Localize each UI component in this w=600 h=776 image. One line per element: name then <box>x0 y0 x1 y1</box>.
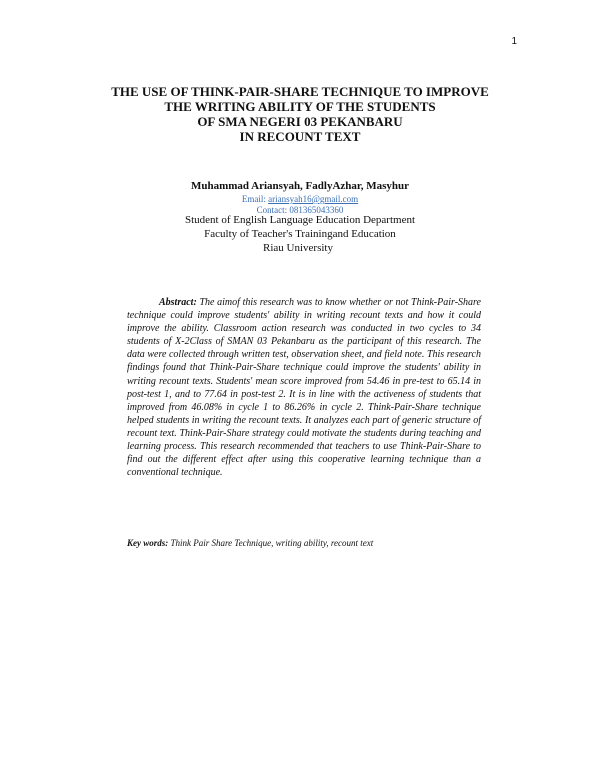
title-line-2: THE WRITING ABILITY OF THE STUDENTS <box>164 99 436 114</box>
authors: Muhammad Ariansyah, FadlyAzhar, Masyhur <box>190 180 410 192</box>
keywords-label: Key words: <box>127 538 169 548</box>
affiliation-faculty: Faculty of Teacher's Trainingand Education <box>204 228 396 240</box>
abstract-text: The aimof this research was to know whether or not Think-Pair-Share technique could improve students' ability in writing recount texts and how it could improve the ability. Classroom action research was conducted in two cycles to 34 students of X-2Class of SMAN 03 Pekanbaru as the participant of this research. The data were collected through written test, observation sheet, and field note. This research findings found that Think-Pair-Share technique could improve the students' ability in writing recount texts. Students' mean score improved from 54.46 in pre-test to 65.14 in post-test 1, and to 77.64 in post-test 2. It is in line with the activeness of students that improved from 46.08% in cycle 1 to 86.26% in cycle 2. Think-Pair-Share technique helped students in writing the recount texts. It analyzes each part of generic structure of recount text. Think-Pair-Share strategy could motivate the students during teaching and learning process. This research recommended that teachers to use Think-Pair-Share to find out the different effect after using this cooperative learning technique than a conventional technique. <box>127 297 481 479</box>
abstract-label: Abstract: <box>159 297 197 308</box>
title-line-1: THE USE OF THINK-PAIR-SHARE TECHNIQUE TO IMPROVE <box>111 84 489 99</box>
email-label: Email: <box>241 194 269 204</box>
abstract <box>127 296 481 479</box>
contact-line: Contact: 081365043360 <box>256 205 344 215</box>
email-line <box>0 194 600 204</box>
title-line-3: OF SMA NEGERI 03 PEKANBARU <box>197 114 403 129</box>
keywords-text: Think Pair Share Technique, writing ability, recount text <box>168 538 374 548</box>
title-line-4: IN RECOUNT TEXT <box>239 129 361 144</box>
affiliation-university: Riau University <box>263 242 333 254</box>
paper-title <box>60 84 540 144</box>
affiliation-department: Student of English Language Education Department <box>184 214 416 226</box>
keywords <box>127 538 527 548</box>
page-number: 1 <box>511 36 517 47</box>
email-link[interactable]: ariansyah16@gmail.com <box>268 194 359 204</box>
